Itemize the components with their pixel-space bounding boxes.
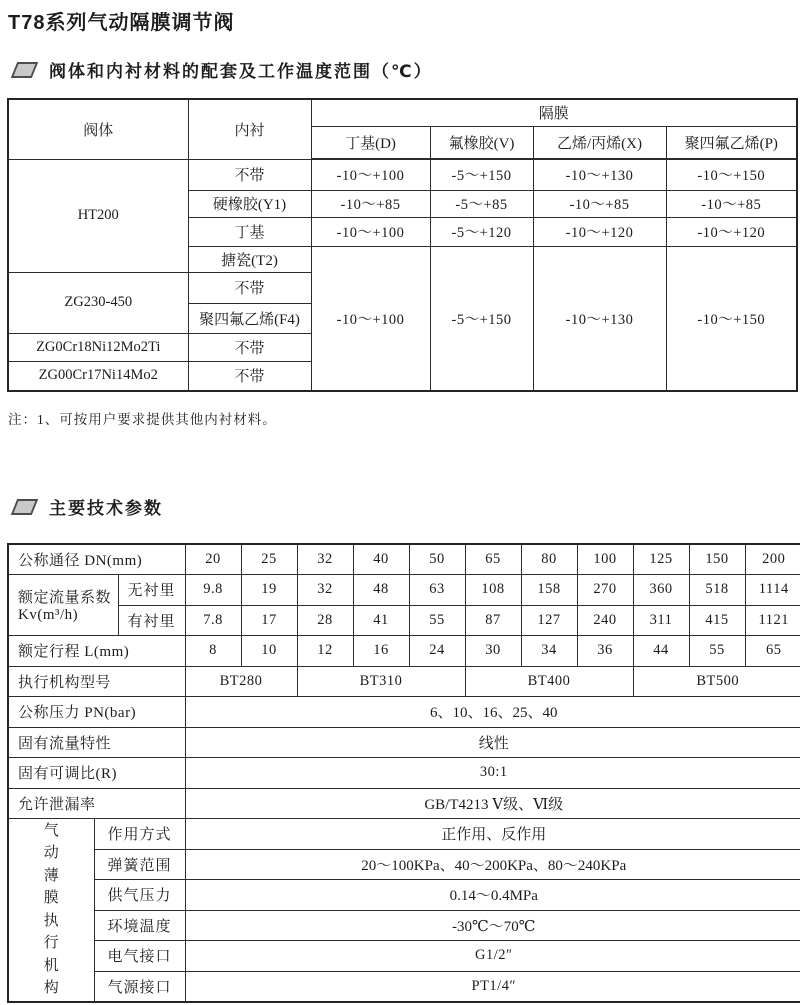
lining-cell: 不带	[188, 272, 311, 303]
header-butyl: 丁基(D)	[311, 126, 430, 159]
actuator-model-cell: BT280	[185, 666, 297, 697]
lining-cell: 不带	[188, 333, 311, 361]
merged-temp-cell: -5～+150	[430, 246, 533, 391]
stroke-cell: 16	[353, 636, 409, 667]
dn-cell: 80	[521, 544, 577, 575]
document-page	[0, 6, 800, 1005]
temp-cell: -10～+100	[311, 159, 430, 190]
dn-cell: 200	[745, 544, 800, 575]
table-row	[8, 575, 800, 606]
supply-pressure-value: 0.14～0.4MPa	[185, 880, 800, 911]
section-header-parameters	[10, 494, 800, 519]
kv-cell: 63	[409, 575, 465, 606]
lining-cell: 聚四氟乙烯(F4)	[188, 303, 311, 333]
body-zg0cr: ZG0Cr18Ni12Mo2Ti	[8, 333, 188, 361]
kv-cell: 1121	[745, 605, 800, 636]
table-row	[8, 849, 800, 880]
stroke-cell: 36	[577, 636, 633, 667]
table-row	[8, 99, 797, 126]
kv-cell: 7.8	[185, 605, 241, 636]
section-header-materials	[10, 57, 800, 82]
kv-cell: 127	[521, 605, 577, 636]
stroke-cell: 30	[465, 636, 521, 667]
rangeability-value: 30:1	[185, 758, 800, 789]
ambient-temperature-value: -30℃～70℃	[185, 910, 800, 941]
actuator-group-label-text: 气动薄膜执行机构	[43, 822, 59, 997]
table-row	[8, 941, 800, 972]
temp-cell: -10～+85	[666, 190, 797, 217]
header-fkm: 氟橡胶(V)	[430, 126, 533, 159]
temp-cell: -10～+120	[533, 217, 666, 246]
leakage-label: 允许泄漏率	[8, 788, 185, 819]
dn-cell: 125	[633, 544, 689, 575]
stroke-cell: 12	[297, 636, 353, 667]
kv-cell: 360	[633, 575, 689, 606]
table-row	[8, 910, 800, 941]
kv-cell: 9.8	[185, 575, 241, 606]
table-row	[8, 788, 800, 819]
spring-range-label: 弹簧范围	[94, 849, 185, 880]
dn-cell: 65	[465, 544, 521, 575]
temp-cell: -5～+85	[430, 190, 533, 217]
header-valve-body: 阀体	[8, 99, 188, 159]
ambient-temperature-label: 环境温度	[94, 910, 185, 941]
table-row	[8, 159, 797, 190]
header-epdm: 乙烯/丙烯(X)	[533, 126, 666, 159]
table-row	[8, 971, 800, 1002]
air-connection-label: 气源接口	[94, 971, 185, 1002]
stroke-label: 额定行程 L(mm)	[8, 636, 185, 667]
body-zg00cr: ZG00Cr17Ni14Mo2	[8, 361, 188, 391]
kv-cell: 87	[465, 605, 521, 636]
kv-cell: 19	[241, 575, 297, 606]
kv-cell: 270	[577, 575, 633, 606]
kv-cell: 415	[689, 605, 745, 636]
kv-cell: 240	[577, 605, 633, 636]
section-heading-text: 主要技术参数	[49, 499, 163, 518]
flow-characteristic-label: 固有流量特性	[8, 727, 185, 758]
table-row	[8, 697, 800, 728]
stroke-cell: 55	[689, 636, 745, 667]
header-diaphragm: 隔膜	[311, 99, 797, 126]
action-mode-label: 作用方式	[94, 819, 185, 850]
kv-lined-label: 有衬里	[118, 605, 185, 636]
lining-cell: 不带	[188, 361, 311, 391]
temp-cell: -5～+150	[430, 159, 533, 190]
actuator-model-cell: BT500	[633, 666, 800, 697]
dn-label: 公称通径 DN(mm)	[8, 544, 185, 575]
kv-cell: 55	[409, 605, 465, 636]
page-title: T78系列气动隔膜调节阀	[8, 12, 235, 34]
header-lining: 内衬	[188, 99, 311, 159]
kv-cell: 158	[521, 575, 577, 606]
pn-value: 6、10、16、25、40	[185, 697, 800, 728]
pn-label: 公称压力 PN(bar)	[8, 697, 185, 728]
stroke-cell: 34	[521, 636, 577, 667]
table-row	[8, 758, 800, 789]
kv-cell: 108	[465, 575, 521, 606]
parallelogram-bullet-icon	[11, 62, 38, 78]
kv-label: 额定流量系数Kv(m³/h)	[8, 575, 118, 636]
stroke-cell: 8	[185, 636, 241, 667]
table-row	[8, 819, 800, 850]
dn-cell: 100	[577, 544, 633, 575]
temp-cell: -5～+120	[430, 217, 533, 246]
kv-cell: 311	[633, 605, 689, 636]
dn-cell: 25	[241, 544, 297, 575]
lining-cell: 不带	[188, 159, 311, 190]
air-connection-value: PT1/4″	[185, 971, 800, 1002]
actuator-model-cell: BT310	[297, 666, 465, 697]
spring-range-value: 20～100KPa、40～200KPa、80～240KPa	[185, 849, 800, 880]
table-row	[8, 544, 800, 575]
electric-connection-value: G1/2″	[185, 941, 800, 972]
temp-cell: -10～+130	[533, 159, 666, 190]
electric-connection-label: 电气接口	[94, 941, 185, 972]
lining-cell: 丁基	[188, 217, 311, 246]
header-ptfe: 聚四氟乙烯(P)	[666, 126, 797, 159]
section-heading-text: 阀体和内衬材料的配套及工作温度范围（℃）	[49, 62, 433, 81]
merged-temp-cell: -10～+100	[311, 246, 430, 391]
table-row	[8, 636, 800, 667]
parallelogram-bullet-icon	[11, 499, 38, 515]
lining-cell: 硬橡胶(Y1)	[188, 190, 311, 217]
kv-cell: 1114	[745, 575, 800, 606]
action-mode-value: 正作用、反作用	[185, 819, 800, 850]
stroke-cell: 10	[241, 636, 297, 667]
dn-cell: 50	[409, 544, 465, 575]
lining-cell: 搪瓷(T2)	[188, 246, 311, 272]
stroke-cell: 65	[745, 636, 800, 667]
dn-cell: 32	[297, 544, 353, 575]
stroke-cell: 24	[409, 636, 465, 667]
kv-cell: 518	[689, 575, 745, 606]
temp-cell: -10～+150	[666, 159, 797, 190]
material-temperature-table	[7, 98, 798, 392]
body-ht200: HT200	[8, 159, 188, 272]
merged-temp-cell: -10～+150	[666, 246, 797, 391]
dn-cell: 40	[353, 544, 409, 575]
stroke-cell: 44	[633, 636, 689, 667]
leakage-value: GB/T4213 Ⅴ级、Ⅵ级	[185, 788, 800, 819]
actuator-model-label: 执行机构型号	[8, 666, 185, 697]
actuator-group-label	[8, 819, 94, 1002]
dn-cell: 150	[689, 544, 745, 575]
table-row	[8, 880, 800, 911]
table-row	[8, 605, 800, 636]
body-zg230: ZG230-450	[8, 272, 188, 333]
table-row	[8, 727, 800, 758]
temp-cell: -10～+120	[666, 217, 797, 246]
kv-cell: 48	[353, 575, 409, 606]
table-row	[8, 666, 800, 697]
technical-parameters-table	[7, 543, 800, 1003]
kv-cell: 32	[297, 575, 353, 606]
temp-cell: -10～+100	[311, 217, 430, 246]
merged-temp-cell: -10～+130	[533, 246, 666, 391]
kv-cell: 17	[241, 605, 297, 636]
kv-cell: 28	[297, 605, 353, 636]
dn-cell: 20	[185, 544, 241, 575]
footnote: 注：1、可按用户要求提供其他内衬材料。	[8, 412, 277, 427]
kv-unlined-label: 无衬里	[118, 575, 185, 606]
supply-pressure-label: 供气压力	[94, 880, 185, 911]
actuator-model-cell: BT400	[465, 666, 633, 697]
temp-cell: -10～+85	[311, 190, 430, 217]
flow-characteristic-value: 线性	[185, 727, 800, 758]
rangeability-label: 固有可调比(R)	[8, 758, 185, 789]
temp-cell: -10～+85	[533, 190, 666, 217]
kv-cell: 41	[353, 605, 409, 636]
